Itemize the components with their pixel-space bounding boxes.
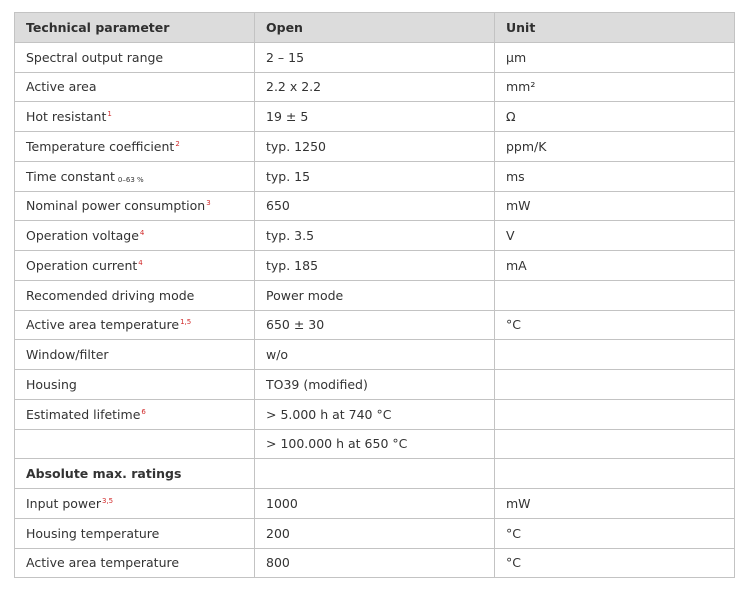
value-cell: typ. 185: [255, 251, 495, 281]
parameter-label: Spectral output range: [26, 49, 164, 65]
value-cell: [255, 459, 495, 489]
parameter-cell: [15, 251, 255, 281]
value-cell: 200: [255, 518, 495, 548]
unit-cell: [495, 459, 735, 489]
table-row: [15, 489, 735, 519]
table-row: [15, 399, 735, 429]
parameter-cell: [15, 370, 255, 400]
parameter-label: Active area: [26, 79, 97, 95]
value-cell: Power mode: [255, 280, 495, 310]
parameter-cell: [15, 518, 255, 548]
footnote-marker: 2: [175, 139, 180, 148]
value-cell: TO39 (modified): [255, 370, 495, 400]
parameter-cell: [15, 459, 255, 489]
value-cell: 650: [255, 191, 495, 221]
parameter-label: Recomended driving mode: [26, 287, 195, 303]
parameter-label: Absolute max. ratings: [26, 466, 182, 482]
parameter-label: Time constant: [26, 168, 115, 184]
parameter-range-note: 0–63 %: [117, 175, 144, 184]
parameter-cell: [15, 310, 255, 340]
unit-cell: Ω: [495, 102, 735, 132]
header-unit: Unit: [495, 13, 735, 43]
parameter-cell: [15, 280, 255, 310]
unit-cell: [495, 340, 735, 370]
table-row: [15, 280, 735, 310]
parameter-label: Nominal power consumption: [26, 198, 206, 214]
parameter-cell: [15, 489, 255, 519]
table-header-row: [15, 13, 735, 43]
table-row: [15, 429, 735, 459]
parameter-cell: [15, 191, 255, 221]
table-row: [15, 72, 735, 102]
unit-cell: °C: [495, 548, 735, 578]
table-body: [15, 42, 735, 578]
parameter-label: Operation voltage: [26, 228, 139, 244]
table-row: [15, 161, 735, 191]
unit-cell: [495, 399, 735, 429]
parameter-label: Housing: [26, 376, 77, 392]
value-cell: > 5.000 h at 740 °C: [255, 399, 495, 429]
value-cell: 1000: [255, 489, 495, 519]
unit-cell: µm: [495, 42, 735, 72]
technical-parameters-table: [14, 12, 735, 578]
value-cell: 650 ± 30: [255, 310, 495, 340]
parameter-cell: [15, 340, 255, 370]
value-cell: typ. 3.5: [255, 221, 495, 251]
parameter-label: Estimated lifetime: [26, 406, 141, 422]
parameter-cell: [15, 399, 255, 429]
unit-cell: ms: [495, 161, 735, 191]
table-row: [15, 251, 735, 281]
value-cell: typ. 15: [255, 161, 495, 191]
unit-cell: [495, 280, 735, 310]
unit-cell: °C: [495, 518, 735, 548]
header-parameter: Technical parameter: [15, 13, 255, 43]
parameter-label: Temperature coefficient: [26, 138, 175, 154]
parameter-cell: [15, 161, 255, 191]
value-cell: 2.2 x 2.2: [255, 72, 495, 102]
footnote-marker: 1,5: [180, 318, 192, 327]
table-row: [15, 102, 735, 132]
header-open: Open: [255, 13, 495, 43]
parameter-cell: [15, 221, 255, 251]
footnote-marker: 4: [138, 258, 143, 267]
parameter-label: Active area temperature: [26, 317, 180, 333]
unit-cell: mA: [495, 251, 735, 281]
parameter-cell: [15, 102, 255, 132]
table-row: [15, 42, 735, 72]
value-cell: > 100.000 h at 650 °C: [255, 429, 495, 459]
footnote-marker: 6: [141, 407, 146, 416]
parameter-label: Operation current: [26, 257, 138, 273]
parameter-label: Active area temperature: [26, 555, 180, 571]
table-row: [15, 310, 735, 340]
parameter-cell: [15, 72, 255, 102]
unit-cell: [495, 370, 735, 400]
unit-cell: mm²: [495, 72, 735, 102]
unit-cell: V: [495, 221, 735, 251]
footnote-marker: 3,5: [101, 496, 114, 505]
footnote-marker: 1: [107, 110, 112, 119]
table-row: [15, 191, 735, 221]
table-row: [15, 518, 735, 548]
table-row: [15, 340, 735, 370]
parameter-label: Housing temperature: [26, 525, 160, 541]
footnote-marker: 4: [139, 229, 145, 238]
table-row: [15, 132, 735, 162]
parameter-label: Input power: [26, 495, 101, 511]
value-cell: 2 – 15: [255, 42, 495, 72]
table-row: [15, 370, 735, 400]
parameter-label: Window/filter: [26, 347, 109, 363]
value-cell: 19 ± 5: [255, 102, 495, 132]
unit-cell: mW: [495, 191, 735, 221]
unit-cell: ppm/K: [495, 132, 735, 162]
table-row: [15, 221, 735, 251]
table-section-row: [15, 459, 735, 489]
value-cell: w/o: [255, 340, 495, 370]
unit-cell: mW: [495, 489, 735, 519]
unit-cell: °C: [495, 310, 735, 340]
value-cell: 800: [255, 548, 495, 578]
parameter-cell: [15, 42, 255, 72]
parameter-cell: [15, 132, 255, 162]
parameter-label: Hot resistant: [26, 109, 107, 125]
table-row: [15, 548, 735, 578]
parameter-cell: [15, 548, 255, 578]
value-cell: typ. 1250: [255, 132, 495, 162]
unit-cell: [495, 429, 735, 459]
parameter-cell: [15, 429, 255, 459]
footnote-marker: 3: [206, 199, 211, 208]
